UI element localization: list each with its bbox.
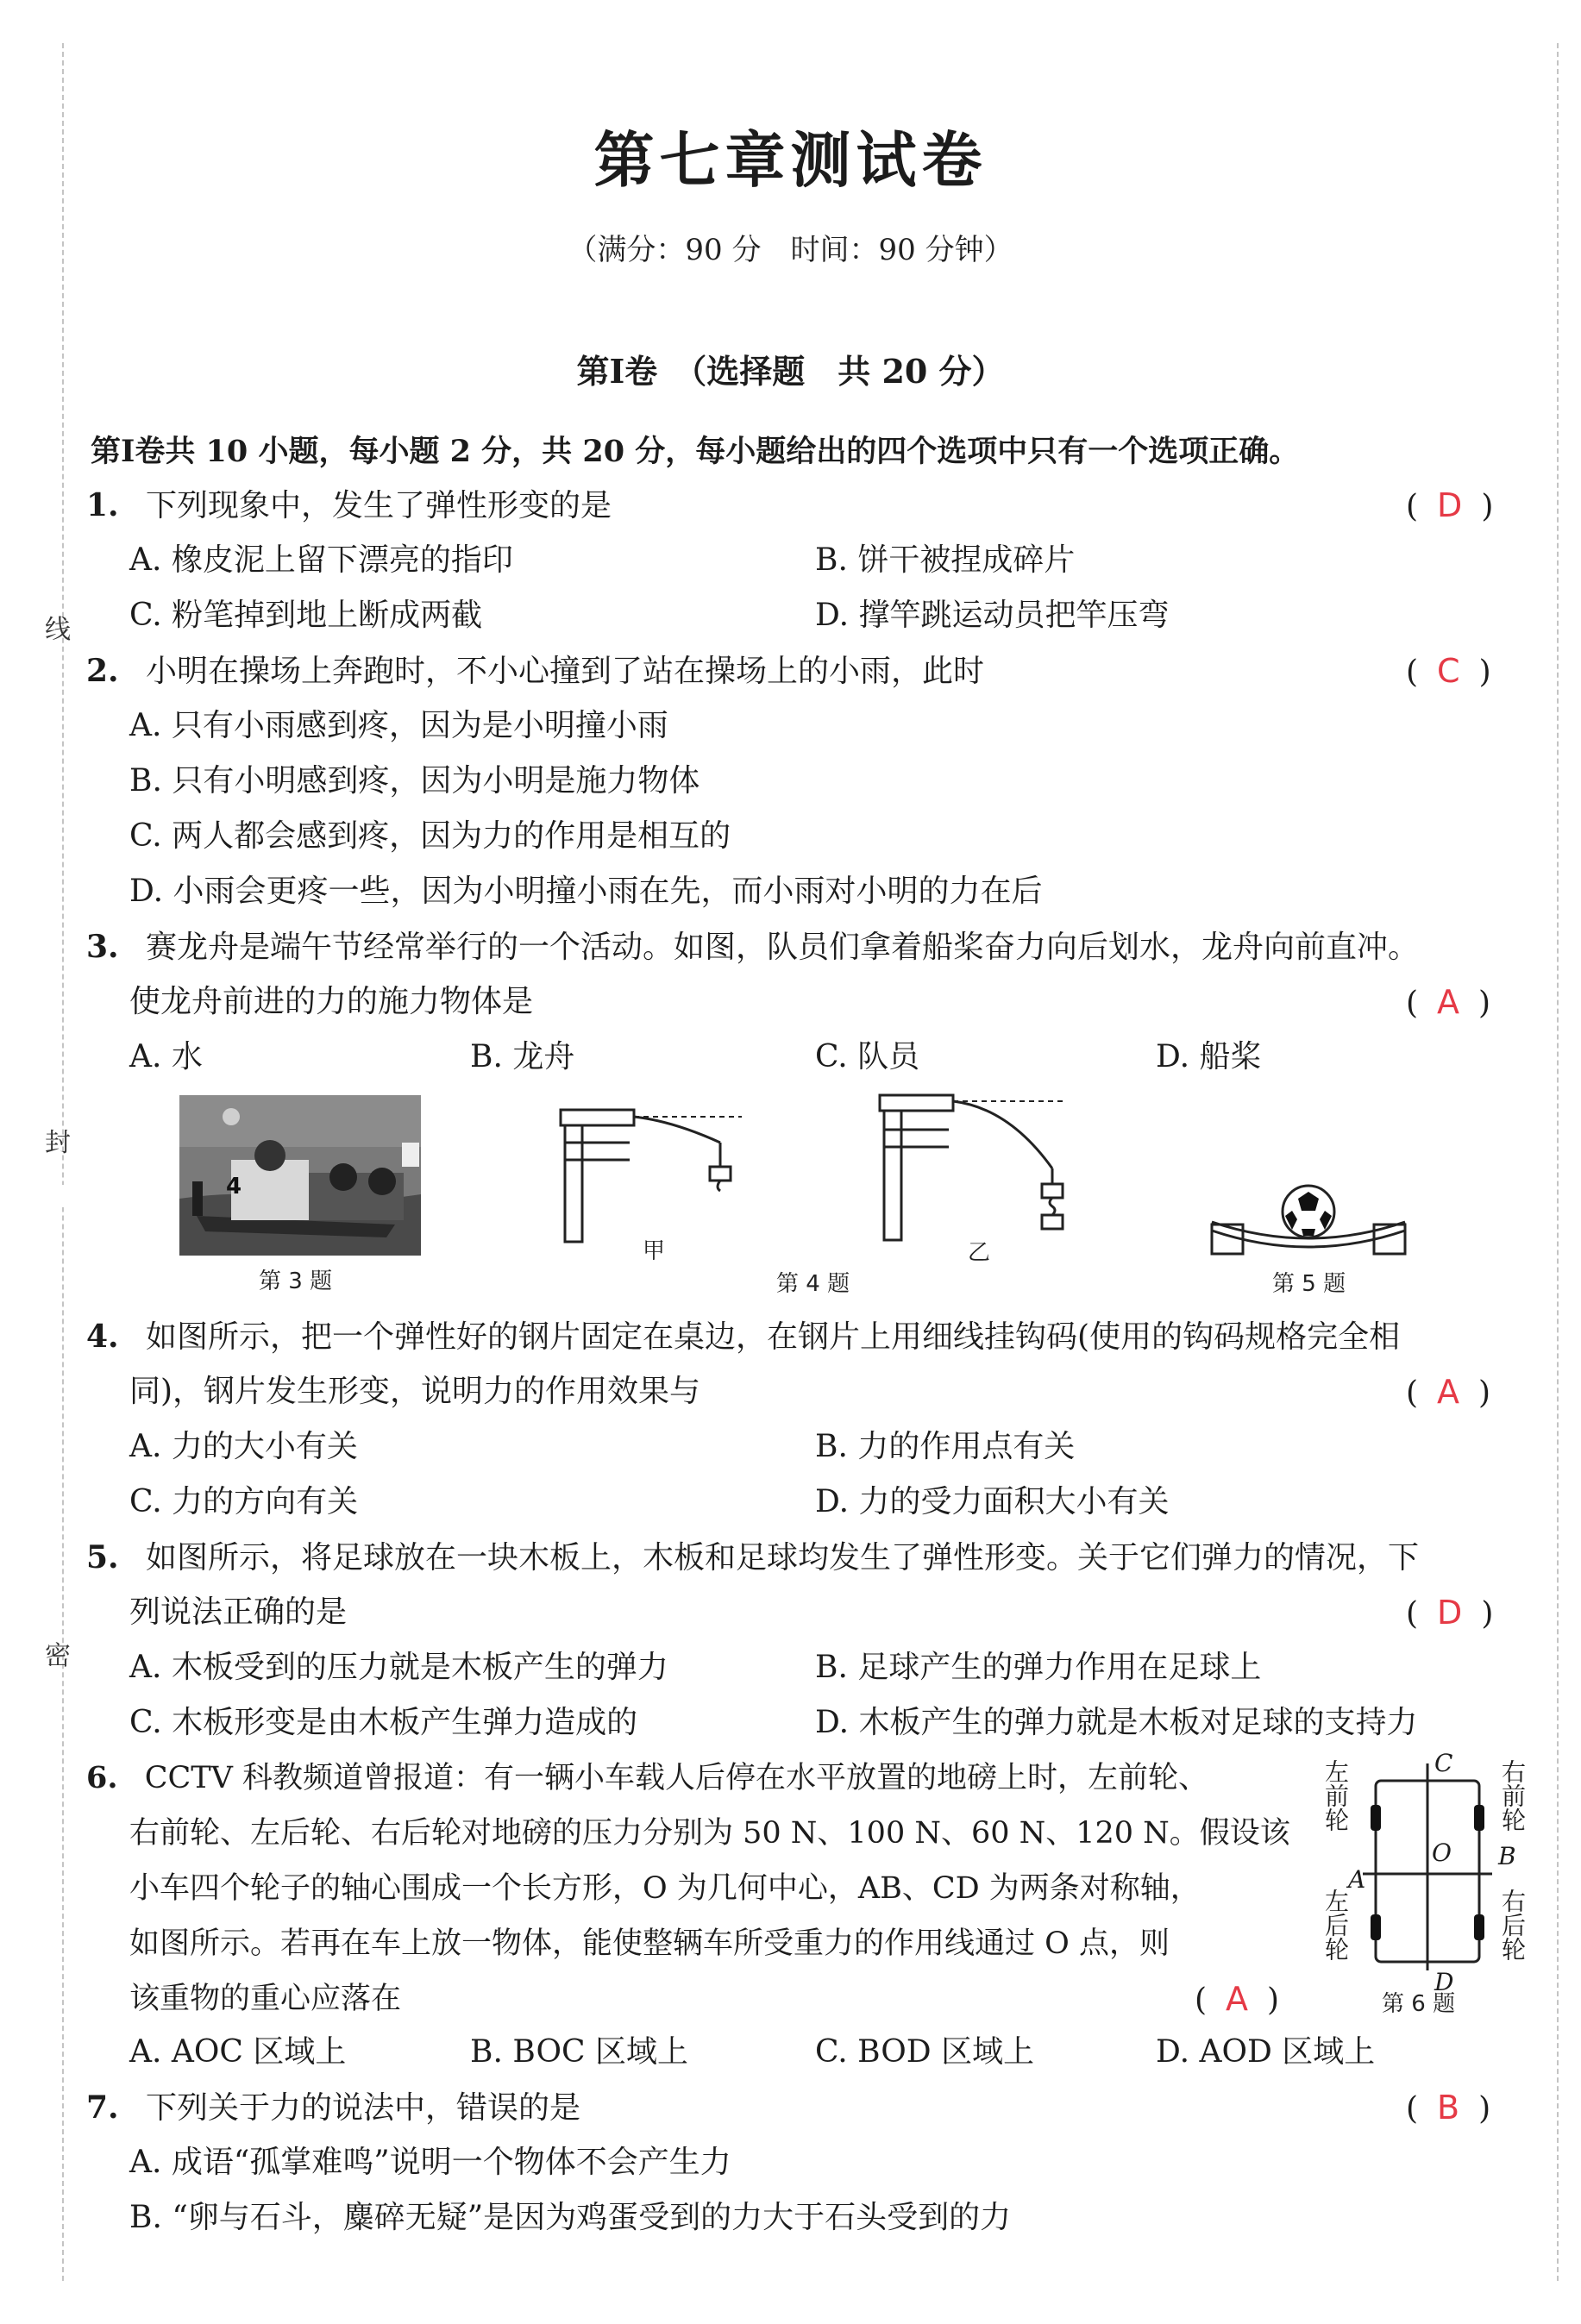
answer-letter: A: [1437, 983, 1460, 1021]
side-mark-mi: 密: [45, 1641, 71, 1671]
wheel-left-front: [1371, 1805, 1381, 1831]
question-4-option-b: B. 力的作用点有关: [815, 1429, 1076, 1464]
question-4-stem-line-1: [86, 1316, 1400, 1358]
question-4-option-a: A. 力的大小有关: [129, 1429, 358, 1464]
side-mark-feng: 封: [45, 1128, 71, 1158]
answer-letter: D: [1437, 486, 1463, 524]
figure-4-label-yi: 乙: [968, 1240, 991, 1266]
question-7-stem: [86, 2087, 580, 2129]
label-axis-c: C: [1434, 1749, 1453, 1777]
question-6-stem-line-5: 该重物的重心应落在: [129, 1982, 402, 2016]
label-left-front-wheel: 左前轮: [1321, 1759, 1350, 1832]
question-7-option-a: A. 成语“孤掌难鸣”说明一个物体不会产生力: [129, 2145, 731, 2180]
figure-5-diagram: [1203, 1177, 1419, 1263]
figure-3-boat-number: 4: [226, 1174, 242, 1200]
question-6-option-b: B. BOC 区域上: [470, 2034, 688, 2070]
question-text: 下列现象中，发生了弹性形变的是: [146, 488, 612, 523]
figure-4-caption: 第 4 题: [776, 1271, 850, 1297]
question-6-option-a: A. AOC 区域上: [129, 2034, 347, 2070]
question-6-option-c: C. BOD 区域上: [815, 2034, 1035, 2070]
question-1-option-c: C. 粉笔掉到地上断成两截: [129, 598, 483, 633]
question-number: 3.: [86, 929, 119, 965]
question-text: 如图所示，将足球放在一块木板上，木板和足球均发生了弹性形变。关于它们弹力的情况，下: [146, 1540, 1420, 1575]
question-6-stem-line-1: [86, 1757, 1208, 1799]
question-1-option-b: B. 饼干被捏成碎片: [815, 542, 1076, 578]
question-1-stem: [86, 485, 612, 527]
question-3-option-c: C. 队员: [815, 1039, 920, 1074]
page-subtitle: （满分：90 分 时间：90 分钟）: [568, 233, 1013, 267]
label-right-rear-wheel: 右后轮: [1498, 1889, 1527, 1961]
answer-letter: B: [1437, 2089, 1460, 2127]
question-6-stem-line-4: 如图所示。若再在车上放一物体，能使整辆车所受重力的作用线通过 O 点，则: [129, 1926, 1170, 1961]
question-7-option-b: B. “卵与石斗，麋碎无疑”是因为鸡蛋受到的力大于石头受到的力: [129, 2200, 1012, 2235]
dragon-boat-illustration: [179, 1095, 421, 1256]
label-axis-d: D: [1434, 1968, 1454, 1996]
question-text: 赛龙舟是端午节经常举行的一个活动。如图，队员们拿着船桨奋力向后划水，龙舟向前直冲。: [146, 930, 1420, 965]
question-2-option-d: D. 小雨会更疼一些，因为小明撞小雨在先，而小雨对小明的力在后: [129, 874, 1043, 909]
figure-4-diagram: [543, 1091, 1121, 1246]
question-6-option-d: D. AOD 区域上: [1156, 2034, 1376, 2070]
question-number: 4.: [86, 1319, 119, 1355]
figure-3-caption: 第 3 题: [259, 1268, 333, 1294]
wheel-right-front: [1474, 1805, 1484, 1831]
side-mark-xian: 线: [45, 615, 71, 645]
question-3-stem-line-2: 使龙舟前进的力的施力物体是: [129, 984, 534, 1019]
answer-letter: A: [1226, 1980, 1249, 2018]
question-number: 5.: [86, 1539, 119, 1575]
question-number: 7.: [86, 2089, 119, 2126]
label-center-o: O: [1432, 1839, 1452, 1867]
question-text: 如图所示，把一个弹性好的钢片固定在桌边，在钢片上用细线挂钩码(使用的钩码规格完全相: [146, 1319, 1401, 1355]
answer-letter: A: [1437, 1373, 1460, 1411]
question-2-option-b: B. 只有小明感到疼，因为小明是施力物体: [129, 763, 700, 799]
question-6-stem-line-2: 右前轮、左后轮、右后轮对地磅的压力分别为 50 N、100 N、60 N、120 N。假设该: [129, 1816, 1290, 1851]
question-5-stem-line-1: [86, 1537, 1419, 1579]
figure-6-diagram: [1363, 1763, 1492, 1970]
figure-5-caption: 第 5 题: [1272, 1271, 1346, 1297]
question-2-answer: ( C ): [1406, 652, 1491, 690]
question-4-option-d: D. 力的受力面积大小有关: [815, 1484, 1170, 1519]
question-2-stem: [86, 650, 984, 692]
instructions: 第Ⅰ卷共 10 小题，每小题 2 分，共 20 分，每小题给出的四个选项中只有一个选项正确。: [91, 434, 1300, 469]
question-number: 1.: [86, 487, 119, 523]
question-2-option-c: C. 两人都会感到疼，因为力的作用是相互的: [129, 818, 731, 854]
answer-letter: D: [1437, 1594, 1463, 1632]
figure-4-label-jia: 甲: [643, 1238, 666, 1264]
question-text: CCTV 科教频道曾报道：有一辆小车载人后停在水平放置的地磅上时，左前轮、: [144, 1761, 1208, 1795]
wheel-left-rear: [1371, 1914, 1381, 1940]
question-number: 2.: [86, 653, 119, 689]
page-title: 第七章测试卷: [593, 124, 988, 196]
question-6-stem-line-3: 小车四个轮子的轴心围成一个长方形，O 为几何中心，AB、CD 为两条对称轴，: [129, 1871, 1201, 1906]
question-1-answer: ( D ): [1406, 486, 1494, 524]
question-text: 小明在操场上奔跑时，不小心撞到了站在操场上的小雨，此时: [146, 654, 985, 689]
question-5-option-b: B. 足球产生的弹力作用在足球上: [815, 1650, 1262, 1685]
label-axis-b: B: [1498, 1842, 1516, 1870]
question-5-answer: ( D ): [1406, 1594, 1494, 1632]
question-3-option-a: A. 水: [129, 1039, 203, 1074]
question-5-stem-line-2: 列说法正确的是: [129, 1594, 348, 1630]
question-6-answer: ( A ): [1195, 1980, 1280, 2018]
question-5-option-d: D. 木板产生的弹力就是木板对足球的支持力: [815, 1705, 1418, 1740]
question-2-option-a: A. 只有小雨感到疼，因为是小明撞小雨: [129, 708, 668, 743]
question-number: 6.: [86, 1760, 118, 1795]
question-4-answer: ( A ): [1406, 1373, 1491, 1411]
question-3-option-b: B. 龙舟: [470, 1039, 575, 1074]
question-4-stem-line-2: 同)，钢片发生形变，说明力的作用效果与: [129, 1374, 701, 1409]
section-title: 第Ⅰ卷 （选择题 共 20 分）: [576, 352, 1005, 391]
label-left-rear-wheel: 左后轮: [1321, 1889, 1350, 1961]
question-3-option-d: D. 船桨: [1156, 1039, 1262, 1074]
question-3-stem-line-1: [86, 926, 1419, 968]
question-4-option-c: C. 力的方向有关: [129, 1484, 359, 1519]
question-5-option-c: C. 木板形变是由木板产生弹力造成的: [129, 1705, 638, 1740]
question-7-answer: ( B ): [1406, 2089, 1491, 2127]
label-axis-a: A: [1348, 1865, 1366, 1894]
question-1-option-d: D. 撑竿跳运动员把竿压弯: [815, 598, 1170, 633]
question-text: 下列关于力的说法中，错误的是: [146, 2090, 581, 2126]
wheel-right-rear: [1474, 1914, 1484, 1940]
question-5-option-a: A. 木板受到的压力就是木板产生的弹力: [129, 1650, 668, 1685]
question-3-answer: ( A ): [1406, 983, 1491, 1021]
figure-3-number-tag: [53, 1185, 71, 1207]
figure-6-caption: 第 6 题: [1382, 1991, 1456, 2017]
figure-3-photo: [179, 1095, 421, 1256]
answer-letter: C: [1437, 652, 1460, 690]
label-right-front-wheel: 右前轮: [1498, 1759, 1527, 1832]
question-1-option-a: A. 橡皮泥上留下漂亮的指印: [129, 542, 513, 578]
